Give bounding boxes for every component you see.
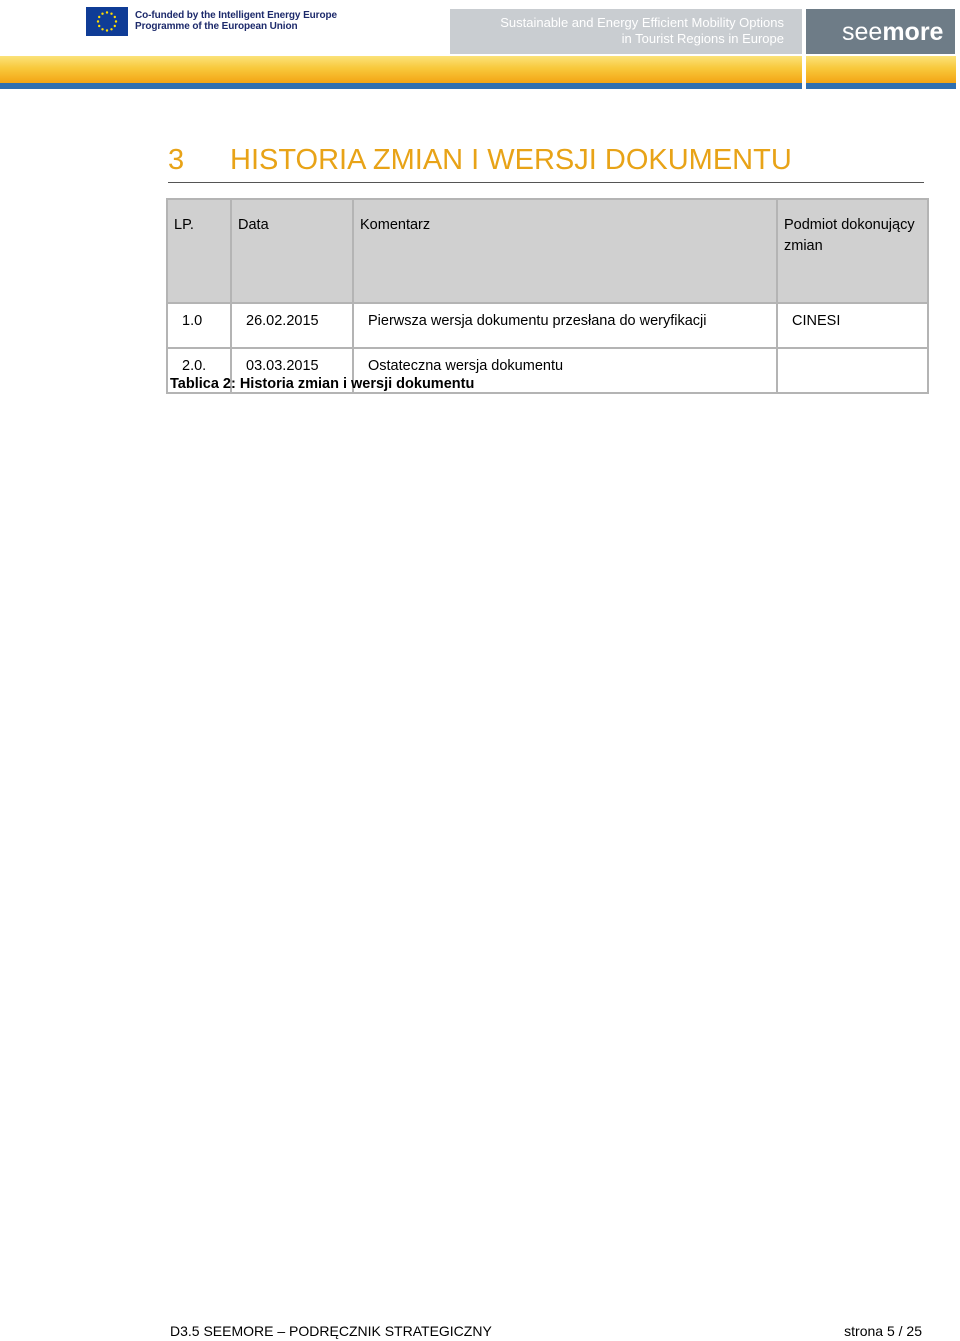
footer-page-number: strona 5 / 25 — [844, 1323, 922, 1339]
cell-date: 26.02.2015 — [231, 303, 353, 348]
header-stripe-yellow — [0, 56, 956, 83]
table-caption: Tablica 2: Historia zmian i wersji dokumentu — [170, 376, 475, 392]
footer-document-title: D3.5 SEEMORE – PODRĘCZNIK STRATEGICZNY — [170, 1323, 492, 1339]
seemore-logo — [806, 9, 955, 54]
cell-date: 03.03.2015 — [231, 348, 353, 393]
header-podmiot: Podmiot dokonujący zmian — [777, 199, 928, 303]
cell-lp: 2.0. — [167, 348, 231, 393]
cell-entity: CINESI — [777, 303, 928, 348]
page-header — [0, 0, 960, 92]
cell-comment: Ostateczna wersja dokumentu — [353, 348, 777, 393]
section-title: HISTORIA ZMIAN I WERSJI DOKUMENTU — [230, 144, 792, 176]
version-history-table — [166, 198, 929, 394]
section-number: 3 — [168, 144, 185, 176]
header-lp: LP. — [167, 199, 231, 303]
table-header-row — [167, 199, 928, 303]
header-stripe-blue — [0, 83, 956, 89]
header-komentarz: Komentarz — [353, 199, 777, 303]
logo-part-more: more — [882, 18, 944, 46]
header-stripe — [0, 56, 960, 90]
section-heading — [168, 140, 924, 183]
cell-lp: 1.0 — [167, 303, 231, 348]
cofunded-line-2: Programme of the European Union — [135, 21, 298, 32]
table-row — [167, 303, 928, 348]
header-stripe-gap — [802, 56, 806, 89]
cofunded-text — [135, 10, 337, 32]
tagline-line-2: in Tourist Regions in Europe — [621, 31, 784, 46]
cofunded-line-1: Co-funded by the Intelligent Energy Europe — [135, 10, 337, 21]
cell-entity — [777, 348, 928, 393]
cell-comment: Pierwsza wersja dokumentu przesłana do weryfikacji — [353, 303, 777, 348]
tagline-line-1: Sustainable and Energy Efficient Mobility Options — [500, 15, 784, 30]
header-data: Data — [231, 199, 353, 303]
project-tagline — [450, 9, 802, 54]
eu-flag-icon — [86, 7, 128, 36]
logo-part-see: see — [842, 18, 883, 46]
